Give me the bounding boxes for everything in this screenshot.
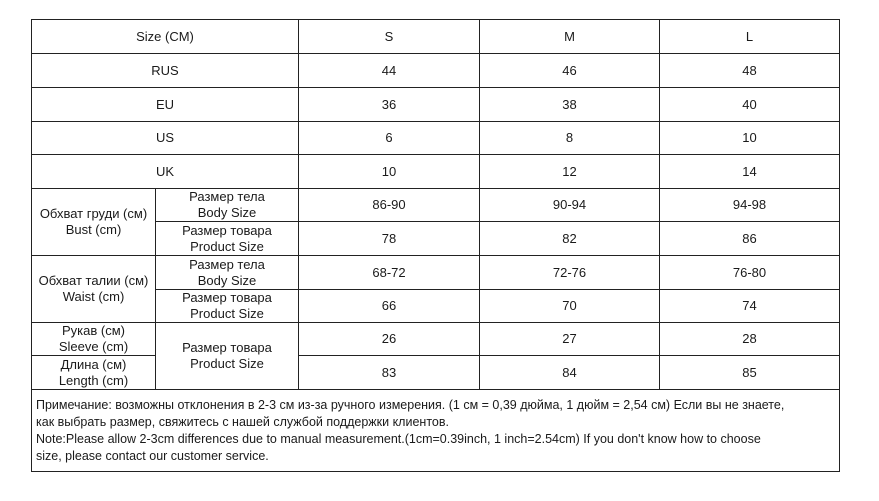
product-size-label-ru: Размер товара xyxy=(182,222,272,238)
sleeve-label-ru: Рукав (см) xyxy=(62,323,125,338)
size-l-header: L xyxy=(660,20,840,54)
cell-bust-body-s: 86-90 xyxy=(299,189,480,222)
product-size-label-en: Product Size xyxy=(190,356,264,371)
length-label-en: Length (cm) xyxy=(58,372,129,388)
cell-waist-body-m: 72-76 xyxy=(480,256,660,290)
size-s-header: S xyxy=(299,20,480,54)
cell-bust-product-l: 86 xyxy=(660,222,840,256)
body-size-label-ru: Размер тела xyxy=(189,256,265,272)
cell-sleeve-s: 26 xyxy=(299,323,480,356)
note-line-en-1: Note:Please allow 2-3cm differences due to manual measurement.(1cm=0.39inch, 1 inch=2.54cm) If you don't know how to choose xyxy=(36,431,761,446)
cell-uk-m: 12 xyxy=(480,155,660,189)
size-header-label: Size (CM) xyxy=(32,20,299,54)
cell-rus-m: 46 xyxy=(480,54,660,88)
table-row-us xyxy=(32,122,840,155)
note-cell xyxy=(32,390,840,472)
bust-body-size-label xyxy=(156,189,299,222)
table-row-bust-body xyxy=(32,189,840,222)
bust-product-size-label xyxy=(156,222,299,256)
cell-waist-body-s: 68-72 xyxy=(299,256,480,290)
note-line-ru-1: Примечание: возможны отклонения в 2-3 см из-за ручного измерения. (1 см = 0,39 дюйма, 1 дюйм = 2,54 см) Если вы не знаете, xyxy=(36,397,785,412)
cell-rus-l: 48 xyxy=(660,54,840,88)
cell-us-s: 6 xyxy=(299,122,480,155)
waist-label-en: Waist (cm) xyxy=(62,289,125,304)
cell-waist-product-m: 70 xyxy=(480,290,660,323)
cell-us-m: 8 xyxy=(480,122,660,155)
header-row xyxy=(32,20,840,54)
cell-bust-body-m: 90-94 xyxy=(480,189,660,222)
cell-bust-product-m: 82 xyxy=(480,222,660,256)
note-line-en-2: size, please contact our customer service. xyxy=(36,448,269,463)
product-size-label-ru: Размер товара xyxy=(182,340,272,355)
body-size-label-ru: Размер тела xyxy=(189,189,265,204)
product-size-label-ru: Размер товара xyxy=(182,290,272,305)
body-size-label-en: Body Size xyxy=(197,205,257,220)
bust-label-ru: Обхват груди (см) xyxy=(39,206,148,221)
sleeve-label xyxy=(32,323,156,356)
product-size-label-en: Product Size xyxy=(190,306,264,321)
cell-bust-product-s: 78 xyxy=(299,222,480,256)
cell-sleeve-l: 28 xyxy=(660,323,840,356)
sleeve-length-product-size-label xyxy=(156,323,299,390)
size-chart-table xyxy=(31,19,840,472)
row-label-rus: RUS xyxy=(32,54,299,88)
cell-rus-s: 44 xyxy=(299,54,480,88)
table-row-length xyxy=(32,356,840,390)
cell-eu-m: 38 xyxy=(480,88,660,122)
waist-body-size-label xyxy=(156,256,299,290)
cell-eu-l: 40 xyxy=(660,88,840,122)
waist-label-ru: Обхват талии (см) xyxy=(38,273,149,288)
cell-length-s: 83 xyxy=(299,356,480,390)
note-row xyxy=(32,390,840,472)
bust-label xyxy=(32,189,156,256)
note-line-ru-2: как выбрать размер, свяжитесь с нашей службой поддержки клиентов. xyxy=(36,414,449,429)
table-row-rus xyxy=(32,54,840,88)
cell-sleeve-m: 27 xyxy=(480,323,660,356)
table-row-sleeve xyxy=(32,323,840,356)
cell-us-l: 10 xyxy=(660,122,840,155)
product-size-label-en: Product Size xyxy=(190,238,264,254)
row-label-us: US xyxy=(32,122,299,155)
cell-bust-body-l: 94-98 xyxy=(660,189,840,222)
cell-eu-s: 36 xyxy=(299,88,480,122)
cell-waist-product-s: 66 xyxy=(299,290,480,323)
table-row-uk xyxy=(32,155,840,189)
cell-uk-l: 14 xyxy=(660,155,840,189)
length-label xyxy=(32,356,156,390)
length-label-ru: Длина (см) xyxy=(60,356,127,372)
cell-waist-product-l: 74 xyxy=(660,290,840,323)
cell-length-l: 85 xyxy=(660,356,840,390)
cell-uk-s: 10 xyxy=(299,155,480,189)
row-label-eu: EU xyxy=(32,88,299,122)
cell-waist-body-l: 76-80 xyxy=(660,256,840,290)
row-label-uk: UK xyxy=(32,155,299,189)
cell-length-m: 84 xyxy=(480,356,660,390)
body-size-label-en: Body Size xyxy=(197,272,257,288)
waist-label xyxy=(32,256,156,323)
table-row-eu xyxy=(32,88,840,122)
size-m-header: M xyxy=(480,20,660,54)
sleeve-label-en: Sleeve (cm) xyxy=(58,339,129,354)
waist-product-size-label xyxy=(156,290,299,323)
table-row-waist-body xyxy=(32,256,840,290)
bust-label-en: Bust (cm) xyxy=(65,222,122,237)
